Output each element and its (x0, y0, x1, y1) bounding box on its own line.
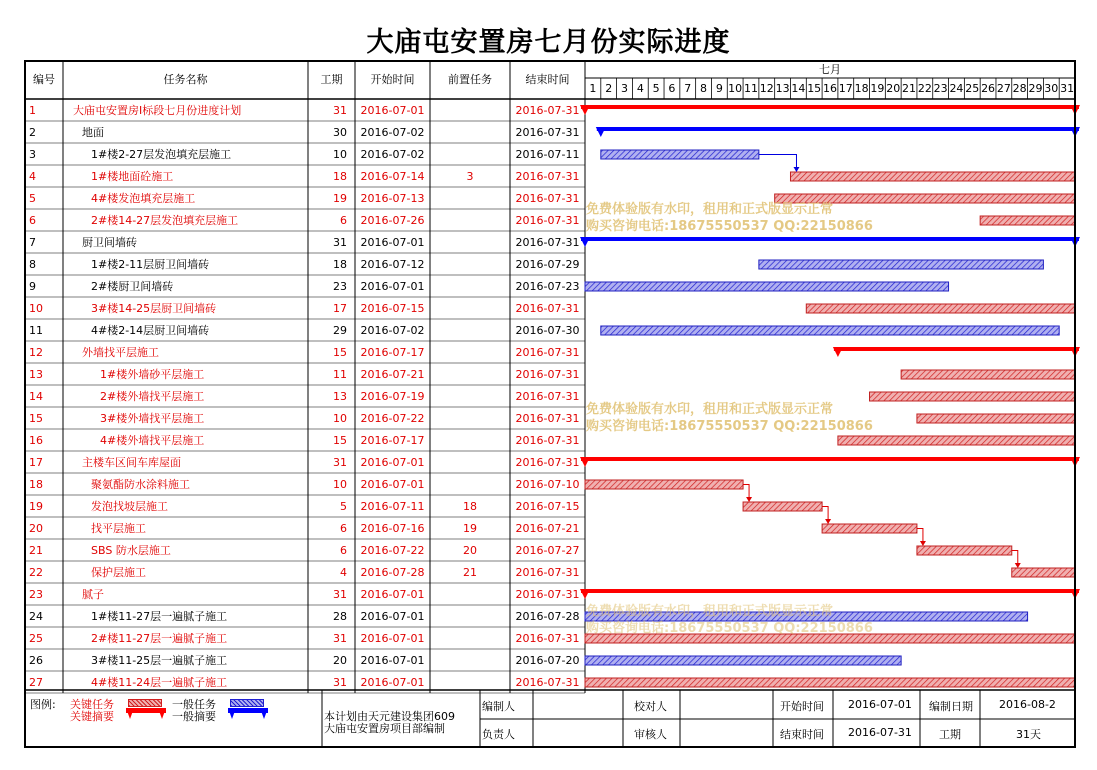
task-start: 2016-07-22 (360, 544, 425, 557)
task-start: 2016-07-16 (360, 522, 425, 535)
day-label: 1 (589, 82, 597, 95)
task-duration: 23 (333, 280, 347, 293)
task-duration: 31 (333, 588, 347, 601)
day-label: 18 (854, 82, 869, 95)
task-predecessor: 18 (463, 500, 477, 513)
task-duration: 4 (340, 566, 347, 579)
task-start: 2016-07-26 (360, 214, 425, 227)
task-duration: 31 (333, 676, 347, 689)
task-id: 21 (29, 544, 43, 557)
task-name: 1#楼2-11层厨卫间墙砖 (91, 258, 210, 271)
task-name: 聚氨酯防水涂料施工 (91, 478, 190, 491)
task-end: 2016-07-23 (515, 280, 580, 293)
task-end: 2016-07-31 (515, 346, 580, 359)
legend-critical-task-bar (128, 699, 162, 707)
task-predecessor: 3 (466, 170, 474, 183)
task-end: 2016-07-31 (515, 390, 580, 403)
task-duration: 19 (333, 192, 347, 205)
task-end: 2016-07-31 (515, 126, 580, 139)
task-duration: 31 (333, 104, 347, 117)
day-label: 11 (743, 82, 758, 95)
task-id: 8 (29, 258, 36, 271)
task-end: 2016-07-30 (515, 324, 580, 337)
task-duration: 31 (333, 456, 347, 469)
day-label: 17 (838, 82, 853, 95)
task-name: 外墙找平层施工 (82, 346, 159, 359)
task-id: 19 (29, 500, 43, 513)
task-duration: 29 (333, 324, 347, 337)
task-predecessor: 20 (463, 544, 477, 557)
watermark-line-1: 免费体验版有水印，租用和正式版显示正常 (586, 202, 834, 217)
task-id: 22 (29, 566, 43, 579)
header-start: 开始时间 (370, 73, 415, 86)
task-predecessor: 19 (463, 522, 477, 535)
legend-normal-task-label: 一般任务 (172, 698, 216, 711)
task-duration: 18 (333, 258, 347, 271)
task-id: 24 (29, 610, 43, 623)
task-end: 2016-07-31 (515, 214, 580, 227)
legend-normal-task-bar (230, 699, 264, 707)
day-label: 15 (807, 82, 822, 95)
task-end: 2016-07-31 (515, 368, 580, 381)
task-end: 2016-07-31 (515, 632, 580, 645)
task-id: 18 (29, 478, 43, 491)
end-value: 2016-07-31 (848, 726, 912, 739)
task-duration: 28 (333, 610, 347, 623)
day-label: 31 (1060, 82, 1075, 95)
task-start: 2016-07-13 (360, 192, 425, 205)
task-name: 主楼车区间车库屋面 (82, 456, 181, 469)
day-label: 12 (759, 82, 774, 95)
task-end: 2016-07-20 (515, 654, 580, 667)
task-duration: 10 (333, 412, 347, 425)
duration-label: 工期 (939, 728, 961, 741)
day-label: 20 (886, 82, 901, 95)
task-end: 2016-07-31 (515, 236, 580, 249)
day-label: 16 (823, 82, 837, 95)
watermark-line-2: 购买咨询电话:18675550537 QQ:22150866 (586, 219, 873, 234)
task-id: 20 (29, 522, 43, 535)
task-end: 2016-07-31 (515, 456, 580, 469)
legend-critical-task-label: 关键任务 (70, 698, 114, 711)
task-name: 2#楼厨卫间墙砖 (91, 280, 174, 293)
task-duration: 18 (333, 170, 347, 183)
task-end: 2016-07-31 (515, 676, 580, 689)
task-id: 1 (29, 104, 36, 117)
task-id: 14 (29, 390, 43, 403)
task-end: 2016-07-31 (515, 566, 580, 579)
start-label: 开始时间 (780, 700, 824, 713)
task-name: 3#楼14-25层厨卫间墙砖 (91, 302, 217, 315)
date-label: 编制日期 (929, 700, 973, 713)
task-id: 9 (29, 280, 36, 293)
task-name: 1#楼2-27层发泡填充层施工 (91, 148, 232, 161)
task-start: 2016-07-01 (360, 456, 425, 469)
task-id: 10 (29, 302, 43, 315)
principal-label: 负责人 (482, 728, 515, 741)
task-start: 2016-07-15 (360, 302, 425, 315)
task-end: 2016-07-31 (515, 170, 580, 183)
task-start: 2016-07-01 (360, 478, 425, 491)
task-duration: 10 (333, 478, 347, 491)
day-label: 14 (791, 82, 806, 95)
task-start: 2016-07-01 (360, 236, 425, 249)
task-end: 2016-07-31 (515, 588, 580, 601)
day-label: 19 (870, 82, 885, 95)
task-id: 23 (29, 588, 43, 601)
legend-normal-summary-icon (228, 708, 268, 722)
task-duration: 13 (333, 390, 347, 403)
task-start: 2016-07-02 (360, 324, 425, 337)
task-start: 2016-07-19 (360, 390, 425, 403)
task-name: 4#楼外墙找平层施工 (100, 434, 205, 447)
task-id: 13 (29, 368, 43, 381)
footer-note-line-1: 本计划由天元建设集团609 (324, 710, 455, 723)
start-value: 2016-07-01 (848, 698, 912, 711)
header-name: 任务名称 (163, 73, 208, 86)
task-start: 2016-07-01 (360, 610, 425, 623)
task-duration: 17 (333, 302, 347, 315)
day-label: 2 (605, 82, 613, 95)
compiler-label: 编制人 (482, 700, 515, 713)
task-end: 2016-07-31 (515, 412, 580, 425)
task-start: 2016-07-14 (360, 170, 425, 183)
task-start: 2016-07-17 (360, 434, 425, 447)
task-id: 15 (29, 412, 43, 425)
watermark-line-1: 免费体验版有水印，租用和正式版显示正常 (586, 604, 834, 619)
task-name: 3#楼外墙找平层施工 (100, 412, 205, 425)
task-name: 找平层施工 (91, 522, 146, 535)
watermark-line-2: 购买咨询电话:18675550537 QQ:22150866 (586, 621, 873, 636)
task-name: 4#楼发泡填充层施工 (91, 192, 196, 205)
task-name: 2#楼14-27层发泡填充层施工 (91, 214, 239, 227)
header-month: 七月 (819, 63, 841, 76)
watermark-line-1: 免费体验版有水印，租用和正式版显示正常 (586, 402, 834, 417)
task-start: 2016-07-22 (360, 412, 425, 425)
day-label: 5 (652, 82, 660, 95)
task-start: 2016-07-11 (360, 500, 425, 513)
day-label: 23 (933, 82, 948, 95)
watermark-2 (586, 401, 873, 435)
task-start: 2016-07-01 (360, 676, 425, 689)
task-end: 2016-07-10 (515, 478, 580, 491)
task-name: SBS 防水层施工 (91, 544, 171, 557)
task-id: 4 (29, 170, 36, 183)
day-label: 25 (965, 82, 980, 95)
task-duration: 5 (340, 500, 347, 513)
date-value: 2016-08-2 (999, 698, 1056, 711)
duration-value: 31天 (1016, 728, 1041, 741)
task-id: 2 (29, 126, 36, 139)
task-id: 25 (29, 632, 43, 645)
task-start: 2016-07-01 (360, 588, 425, 601)
day-label: 9 (715, 82, 723, 95)
task-name: 发泡找坡层施工 (91, 500, 168, 513)
checker-label: 校对人 (634, 700, 667, 713)
task-name: 保护层施工 (91, 566, 146, 579)
task-name: 厨卫间墙砖 (82, 236, 137, 249)
task-name: 2#楼11-27层一遍腻子施工 (91, 632, 228, 645)
day-label: 4 (636, 82, 644, 95)
task-start: 2016-07-28 (360, 566, 425, 579)
task-name: 4#楼11-24层一遍腻子施工 (91, 676, 228, 689)
task-end: 2016-07-11 (515, 148, 580, 161)
task-end: 2016-07-28 (515, 610, 580, 623)
task-duration: 11 (333, 368, 347, 381)
task-end: 2016-07-31 (515, 302, 580, 315)
task-name: 1#楼地面砼施工 (91, 170, 174, 183)
day-label: 8 (700, 82, 708, 95)
task-id: 12 (29, 346, 43, 359)
task-id: 6 (29, 214, 36, 227)
task-duration: 6 (340, 522, 347, 535)
task-start: 2016-07-01 (360, 104, 425, 117)
task-duration: 30 (333, 126, 347, 139)
footer-note-line-2: 大庙屯安置房项目部编制 (324, 722, 445, 735)
day-label: 24 (949, 82, 964, 95)
header-predecessor: 前置任务 (448, 73, 492, 86)
task-id: 11 (29, 324, 43, 337)
legend-critical-summary-icon (126, 708, 166, 722)
task-name: 3#楼11-25层一遍腻子施工 (91, 654, 228, 667)
task-duration: 6 (340, 544, 347, 557)
header-id: 编号 (33, 73, 55, 86)
task-end: 2016-07-21 (515, 522, 580, 535)
legend-normal-summary-label: 一般摘要 (172, 710, 216, 723)
task-name: 腻子 (82, 588, 104, 601)
chart-title: 大庙屯安置房七月份实际进度 (366, 27, 731, 58)
task-id: 27 (29, 676, 43, 689)
task-start: 2016-07-01 (360, 632, 425, 645)
task-name: 1#楼外墙砂平层施工 (100, 368, 205, 381)
task-start: 2016-07-02 (360, 148, 425, 161)
task-end: 2016-07-31 (515, 192, 580, 205)
task-duration: 10 (333, 148, 347, 161)
legend-label: 图例: (30, 698, 56, 711)
task-id: 17 (29, 456, 43, 469)
task-start: 2016-07-01 (360, 280, 425, 293)
task-start: 2016-07-12 (360, 258, 425, 271)
watermark-line-2: 购买咨询电话:18675550537 QQ:22150866 (586, 419, 873, 434)
day-label: 30 (1044, 82, 1059, 95)
task-duration: 15 (333, 346, 347, 359)
watermark-1 (586, 201, 873, 235)
task-id: 16 (29, 434, 43, 447)
day-label: 28 (1012, 82, 1027, 95)
header-duration: 工期 (320, 73, 343, 86)
reviewer-label: 审核人 (634, 728, 667, 741)
task-duration: 20 (333, 654, 347, 667)
task-duration: 6 (340, 214, 347, 227)
task-id: 7 (29, 236, 36, 249)
task-end: 2016-07-29 (515, 258, 580, 271)
day-label: 26 (981, 82, 996, 95)
task-start: 2016-07-01 (360, 654, 425, 667)
task-name: 地面 (82, 126, 104, 139)
day-label: 10 (728, 82, 743, 95)
watermark-3 (586, 603, 873, 637)
footer (24, 690, 1076, 748)
task-start: 2016-07-02 (360, 126, 425, 139)
task-id: 3 (29, 148, 36, 161)
task-end: 2016-07-31 (515, 104, 580, 117)
day-label: 27 (996, 82, 1011, 95)
task-name: 1#楼11-27层一遍腻子施工 (91, 610, 228, 623)
end-label: 结束时间 (780, 728, 824, 741)
task-duration: 31 (333, 632, 347, 645)
task-start: 2016-07-21 (360, 368, 425, 381)
task-name: 大庙屯安置房Ⅰ标段七月份进度计划 (73, 104, 242, 117)
day-label: 13 (775, 82, 790, 95)
task-predecessor: 21 (463, 566, 477, 579)
day-label: 6 (668, 82, 676, 95)
task-id: 5 (29, 192, 36, 205)
day-label: 3 (621, 82, 629, 95)
task-end: 2016-07-27 (515, 544, 580, 557)
header-end: 结束时间 (525, 73, 570, 86)
task-duration: 15 (333, 434, 347, 447)
task-id: 26 (29, 654, 43, 667)
legend-critical-summary-label: 关键摘要 (70, 710, 114, 723)
task-name: 4#楼2-14层厨卫间墙砖 (91, 324, 210, 337)
task-end: 2016-07-31 (515, 434, 580, 447)
day-label: 21 (902, 82, 917, 95)
task-duration: 31 (333, 236, 347, 249)
table-frame (24, 60, 1076, 748)
task-start: 2016-07-17 (360, 346, 425, 359)
day-label: 22 (917, 82, 932, 95)
task-end: 2016-07-15 (515, 500, 580, 513)
day-label: 29 (1028, 82, 1043, 95)
task-name: 2#楼外墙找平层施工 (100, 390, 205, 403)
day-label: 7 (684, 82, 692, 95)
